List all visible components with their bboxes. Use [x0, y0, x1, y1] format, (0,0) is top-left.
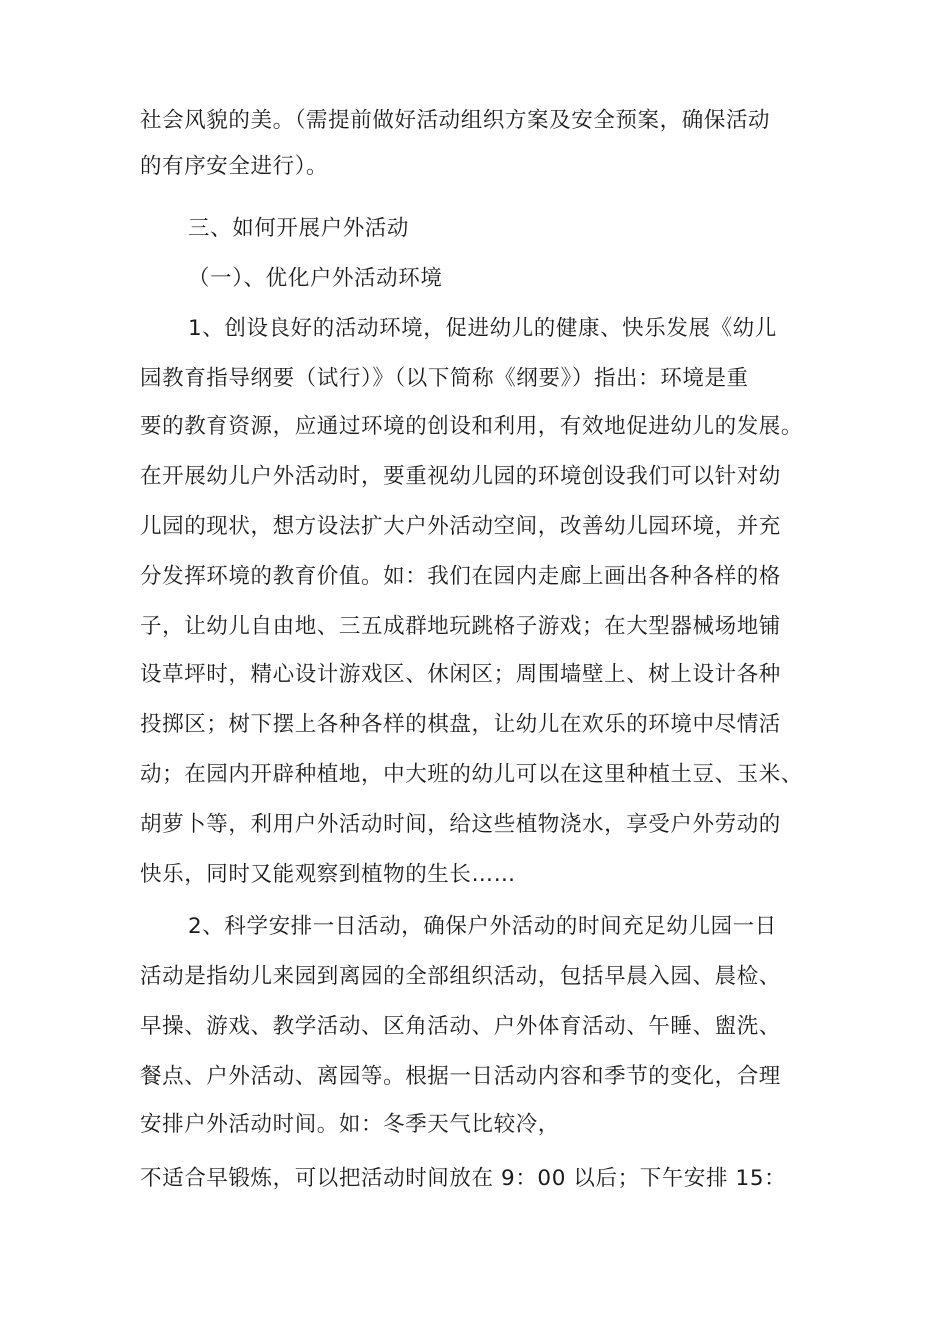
paragraph-line: 设草坪时，精心设计游戏区、休闲区；周围墙壁上、树上设计各种 — [140, 662, 781, 687]
paragraph-line: 的有序安全进行）。 — [140, 154, 329, 179]
paragraph-line: 子，让幼儿自由地、三五成群地玩跳格子游戏；在大型器械场地铺 — [140, 614, 781, 639]
paragraph-line: 动；在园内开辟种植地，中大班的幼儿可以在这里种植土豆、玉米、 — [140, 762, 804, 787]
paragraph-line: 早操、游戏、教学活动、区角活动、户外体育活动、午睡、盥洗、 — [140, 1014, 781, 1039]
paragraph-line: 胡萝卜等，利用户外活动时间，给这些植物浇水，享受户外劳动的 — [140, 812, 781, 837]
paragraph-line: 投掷区；树下摆上各种各样的棋盘，让幼儿在欢乐的环境中尽情活 — [140, 712, 781, 737]
paragraph-line: 餐点、户外活动、离园等。根据一日活动内容和季节的变化，合理 — [140, 1064, 781, 1089]
paragraph-line: 1、创设良好的活动环境，促进幼儿的健康、快乐发展《幼儿 — [188, 316, 777, 341]
paragraph-line: 快乐，同时又能观察到植物的生长…… — [140, 862, 516, 887]
paragraph-line: 儿园的现状，想方设法扩大户外活动空间，改善幼儿园环境，并充 — [140, 514, 781, 539]
subsection-heading: （一）、优化户外活动环境 — [188, 266, 443, 291]
paragraph-line: 在开展幼儿户外活动时，要重视幼儿园的环境创设我们可以针对幼 — [140, 464, 781, 489]
paragraph-line: 安排户外活动时间。如：冬季天气比较冷， — [140, 1112, 560, 1137]
paragraph-line: 要的教育资源，应通过环境的创设和利用，有效地促进幼儿的发展。 — [140, 414, 804, 439]
paragraph-line: 不适合早锻炼，可以把活动时间放在 9：00 以后；下午安排 15： — [140, 1166, 787, 1191]
paragraph-line: 园教育指导纲要（试行）》（以下简称《纲要》）指出：环境是重 — [140, 366, 749, 391]
paragraph-line: 活动是指幼儿来园到离园的全部组织活动，包括早晨入园、晨检、 — [140, 964, 781, 989]
paragraph-line: 分发挥环境的教育价值。如：我们在园内走廊上画出各种各样的格 — [140, 564, 781, 589]
section-heading: 三、如何开展户外活动 — [188, 216, 410, 241]
paragraph-line: 2、科学安排一日活动，确保户外活动的时间充足幼儿园一日 — [188, 914, 777, 939]
paragraph-line: 社会风貌的美。（需提前做好活动组织方案及安全预案，确保活动 — [140, 108, 771, 133]
